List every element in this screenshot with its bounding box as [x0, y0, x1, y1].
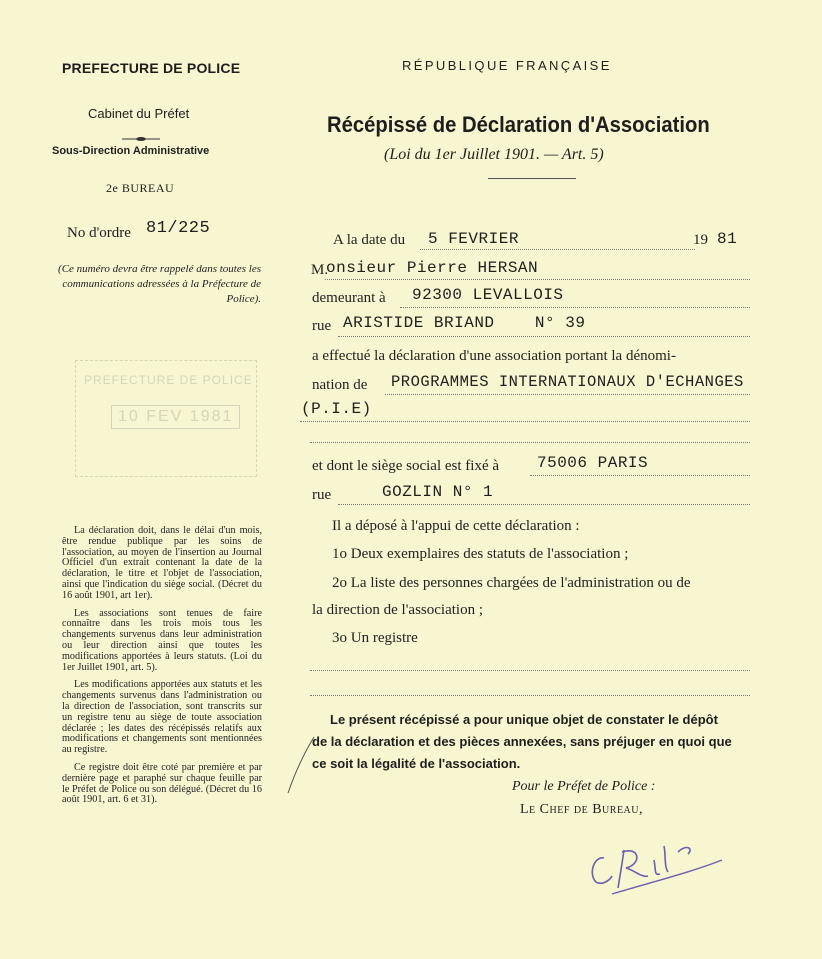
m-prefix: M. [311, 262, 329, 278]
demeurant-label: demeurant à [312, 290, 386, 306]
rue-line [338, 336, 750, 337]
year-value: 81 [717, 230, 738, 248]
date-line [420, 249, 695, 250]
siege-value: 75006 PARIS [537, 454, 649, 472]
document-subtitle: (Loi du 1er Juillet 1901. — Art. 5) [384, 146, 604, 163]
date-label: A la date du [333, 232, 406, 248]
notice-line-3: ce soit la légalité de l'association. [312, 756, 521, 771]
nomination-value: PROGRAMMES INTERNATIONAUX D'ECHANGES [391, 373, 744, 391]
ordre-value: 81/225 [146, 219, 211, 238]
republique-heading: RÉPUBLIQUE FRANÇAISE [402, 58, 612, 73]
rue-label: rue [312, 318, 332, 334]
date-value: 5 FEVRIER [428, 230, 519, 248]
blank-line [310, 442, 750, 443]
rue2-line [338, 504, 750, 505]
signature-chef: Le Chef de Bureau, [520, 802, 644, 817]
document-title: Récépissé de Déclaration d'Association [327, 112, 710, 137]
prefecture-heading: PREFECTURE DE POLICE [62, 60, 241, 76]
sous-direction-label: Sous-Direction Administrative [52, 145, 210, 157]
item-2a: 2o La liste des personnes chargées de l'administration ou de [332, 575, 691, 591]
ordre-label: No d'ordre [67, 225, 131, 241]
stamp-text-2: 10 FEV 1981 [111, 405, 240, 429]
item-1: 1o Deux exemplaires des statuts de l'association ; [332, 546, 629, 562]
item-3-line [310, 670, 750, 671]
legal-note-3: Les modifications apportées aux statuts et les changements survenus dans l'administration ou la direction de l'association, sont transcrits sur un registre tenu au siège de toute association déclarée ; les dates des récépissés relatifs aux modifications et changements sont mentionnées au registre. [62, 679, 262, 756]
rue2-label: rue [312, 487, 332, 503]
legal-note-1: La déclaration doit, dans le délai d'un mois, être rendue publique par les soins de l'association, au moyen de l'insertion au Journal Officiel d'un extrait contenant la date de la déclaration, le titre et l'objet de l'association, ainsi que l'indication du siège social. (Décret du 16 août 1901, art 1er). [62, 525, 262, 601]
ornament-divider [122, 127, 160, 133]
cabinet-label: Cabinet du Préfet [88, 106, 190, 121]
nomination-label: nation de [312, 377, 368, 393]
legal-note-4: Ce registre doit être coté par première et par dernière page et paraphé sur chaque feuille par le Préfet de Police ou son délégué. (Décret du 16 août 1901, art. 6 et 31). [62, 761, 262, 806]
item-3: 3o Un registre [332, 630, 418, 646]
depose-text: Il a déposé à l'appui de cette déclaration : [332, 518, 580, 534]
stamp-text-1: PREFECTURE DE POLICE [84, 373, 253, 387]
item-2b: la direction de l'association ; [312, 602, 483, 618]
legal-notes [62, 526, 262, 813]
nomination-line-2 [300, 421, 750, 422]
m-value: onsieur Pierre HERSAN [326, 259, 539, 277]
signature-pour: Pour le Préfet de Police : [512, 779, 656, 794]
ordre-note: (Ce numéro devra être rappelé dans toutes les communications adressées à la Préfecture de Police). [58, 263, 261, 305]
m-line [325, 279, 750, 280]
legal-note-2: Les associations sont tenues de faire connaître dans les trois mois tous les changements survenus dans leur administration ou leur direction ainsi que toutes les modifications apportées à leurs statuts. (Loi du 1er Juillet 1901, art. 5). [62, 607, 262, 673]
siege-label: et dont le siège social est fixé à [312, 458, 500, 474]
pen-mark [286, 735, 316, 795]
notice-line-1: Le présent récépissé a pour unique objet de constater le dépôt [330, 712, 718, 727]
nomination-line [385, 394, 750, 395]
nomination-value-2: (P.I.E) [301, 400, 372, 418]
rue2-value: GOZLIN N° 1 [382, 483, 494, 501]
effectue-text: a effectué la déclaration d'une association portant la dénomi- [312, 348, 676, 364]
faded-stamp [75, 360, 257, 477]
siege-line [530, 475, 750, 476]
item-3-line-2 [310, 695, 750, 696]
rue-value: ARISTIDE BRIAND N° 39 [343, 314, 586, 332]
demeurant-value: 92300 LEVALLOIS [412, 286, 564, 304]
notice-line-2: de la déclaration et des pièces annexées, sans préjuger en quoi que [312, 734, 732, 749]
bureau-label: 2e BUREAU [106, 181, 175, 195]
handwritten-signature [582, 830, 732, 900]
year-prefix: 19 [693, 232, 708, 248]
title-rule [488, 178, 576, 179]
demeurant-line [400, 307, 750, 308]
